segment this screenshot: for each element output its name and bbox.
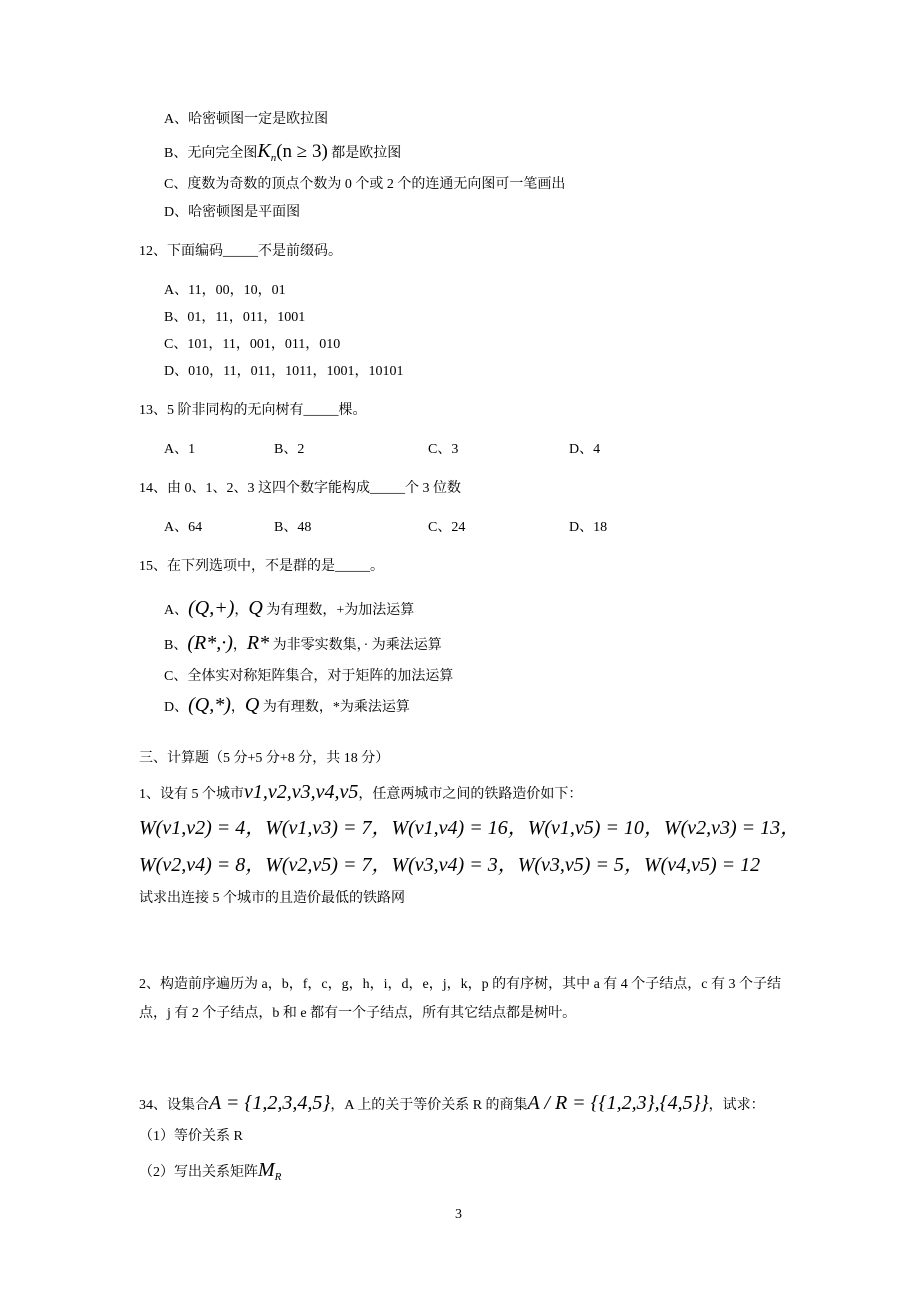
p2-line-1: 2、构造前序遍历为 a，b，f，c，g，h，i，d，e，j，k，p 的有序树，其中 a 有 4 个子结点，c 有 3 个子结 xyxy=(139,977,782,992)
p3-sub-2-prefix: （2）写出关系矩阵 xyxy=(139,1165,258,1180)
p2-line-2: 点，j 有 2 个子结点，b 和 e 都有一个子结点，所有其它结点都是树叶。 xyxy=(139,1006,577,1021)
q15-a-symbol: Q xyxy=(248,597,263,619)
p3-stem-middle: ，A 上的关于等价关系 R 的商集 xyxy=(330,1098,528,1113)
q13-option-b: B、2 xyxy=(274,442,305,457)
q15-a-math: (Q,+) xyxy=(188,597,235,619)
q13-stem: 13、5 阶非同构的无向树有_____棵。 xyxy=(139,403,367,418)
q14-option-c: C、24 xyxy=(428,520,466,535)
q15-a-sep: ， xyxy=(234,603,249,618)
q15-b-prefix: B、 xyxy=(164,638,188,653)
p1-stem xyxy=(139,782,582,805)
q14-stem: 14、由 0、1、2、3 这四个数字能构成_____个 3 位数 xyxy=(139,481,461,496)
q11-option-b-suffix: 都是欧拉图 xyxy=(327,146,402,161)
p1-cost-row-1: W(v1,v2) = 4，W(v1,v3) = 7，W(v1,v4) = 16，W(v1,v5) = 10，W(v2,v3) = 13， xyxy=(139,817,801,839)
q11-option-b-symbol: K xyxy=(257,140,271,162)
p1-cost-row-2: W(v2,v4) = 8，W(v2,v5) = 7，W(v3,v4) = 3，W(v3,v5) = 5，W(v4,v5) = 12 xyxy=(139,854,761,876)
cost-v3-v5: W(v3,v5) = 5 xyxy=(517,854,624,876)
q15-d-sep: ， xyxy=(230,700,245,715)
q13-option-c: C、3 xyxy=(428,442,459,457)
p3-stem-prefix: 34、设集合 xyxy=(139,1098,209,1113)
q15-b-symbol: R* xyxy=(246,632,270,654)
cost-v1-v2: W(v1,v2) = 4 xyxy=(139,817,246,839)
cost-v1-v4: W(v1,v4) = 16 xyxy=(391,817,508,839)
cost-v2-v4: W(v2,v4) = 8 xyxy=(139,854,246,876)
q15-a-prefix: A、 xyxy=(164,603,189,618)
q15-d-suffix: 为有理数，*为乘法运算 xyxy=(259,700,410,715)
section-3-heading: 三、计算题（5 分+5 分+8 分，共 18 分） xyxy=(139,751,390,766)
q15-d-prefix: D、 xyxy=(164,700,189,715)
p3-stem xyxy=(139,1093,765,1116)
q12-option-d: D、010，11，011，1011，1001，10101 xyxy=(164,364,404,379)
p1-stem-prefix: 1、设有 5 个城市 xyxy=(139,787,244,802)
q14-option-a: A、64 xyxy=(164,520,203,535)
q11-option-d: D、哈密顿图是平面图 xyxy=(164,205,301,220)
q15-d-symbol: Q xyxy=(244,694,260,716)
q13-option-d: D、4 xyxy=(569,442,601,457)
q15-option-c: C、全体实对称矩阵集合，对于矩阵的加法运算 xyxy=(164,669,454,684)
p3-matrix-symbol: M xyxy=(258,1159,275,1181)
p3-quotient-set: A / R = {{1,2,3},{4,5}} xyxy=(527,1092,709,1114)
q12-option-b: B、01，11，011，1001 xyxy=(164,310,306,325)
q11-option-b-subscript: n xyxy=(270,151,277,164)
q15-a-suffix: 为有理数，+为加法运算 xyxy=(262,603,415,618)
cost-v3-v4: W(v3,v4) = 3 xyxy=(391,854,498,876)
p1-ask: 试求出连接 5 个城市的且造价最低的铁路网 xyxy=(139,891,405,906)
cost-v1-v3: W(v1,v3) = 7 xyxy=(265,817,372,839)
q15-b-math: (R*,·) xyxy=(187,632,233,654)
q12-stem: 12、下面编码_____不是前缀码。 xyxy=(139,244,342,259)
q13-option-a: A、1 xyxy=(164,442,196,457)
q15-b-sep: ， xyxy=(232,638,247,653)
cost-v2-v5: W(v2,v5) = 7 xyxy=(265,854,372,876)
p3-matrix-subscript: R xyxy=(274,1170,282,1183)
q11-option-b-condition: (n ≥ 3) xyxy=(276,141,328,162)
cost-v2-v3: W(v2,v3) = 13 xyxy=(663,817,781,839)
p3-set-a: A = {1,2,3,4,5} xyxy=(209,1092,331,1114)
p3-stem-suffix: ，试求： xyxy=(708,1098,765,1113)
p3-sub-1: （1）等价关系 R xyxy=(139,1129,243,1144)
q11-option-c: C、度数为奇数的顶点个数为 0 个或 2 个的连通无向图可一笔画出 xyxy=(164,177,566,192)
q15-b-suffix: 为非零实数集，· 为乘法运算 xyxy=(269,638,442,653)
p1-stem-suffix: ，任意两城市之间的铁路造价如下： xyxy=(358,787,583,802)
q11-option-b xyxy=(164,141,401,168)
p3-sub-2 xyxy=(139,1160,281,1187)
p1-stem-cities: v1,v2,v3,v4,v5 xyxy=(244,781,359,803)
cost-v1-v5: W(v1,v5) = 10 xyxy=(527,817,644,839)
q15-d-math: (Q,*) xyxy=(188,694,231,716)
q11-option-a: A、哈密顿图一定是欧拉图 xyxy=(164,112,329,127)
q14-option-b: B、48 xyxy=(274,520,312,535)
cost-v4-v5: W(v4,v5) = 12 xyxy=(643,854,761,876)
q14-option-d: D、18 xyxy=(569,520,608,535)
q15-stem: 15、在下列选项中，不是群的是_____。 xyxy=(139,559,384,574)
q12-option-c: C、101，11，001，011，010 xyxy=(164,337,341,352)
q15-option-d xyxy=(164,695,410,718)
q15-option-b xyxy=(164,633,442,656)
q15-option-a xyxy=(164,598,414,621)
q12-option-a: A、11，00，10，01 xyxy=(164,283,286,298)
page-number: 3 xyxy=(455,1207,462,1222)
q11-option-b-prefix: B、无向完全图 xyxy=(164,146,258,161)
